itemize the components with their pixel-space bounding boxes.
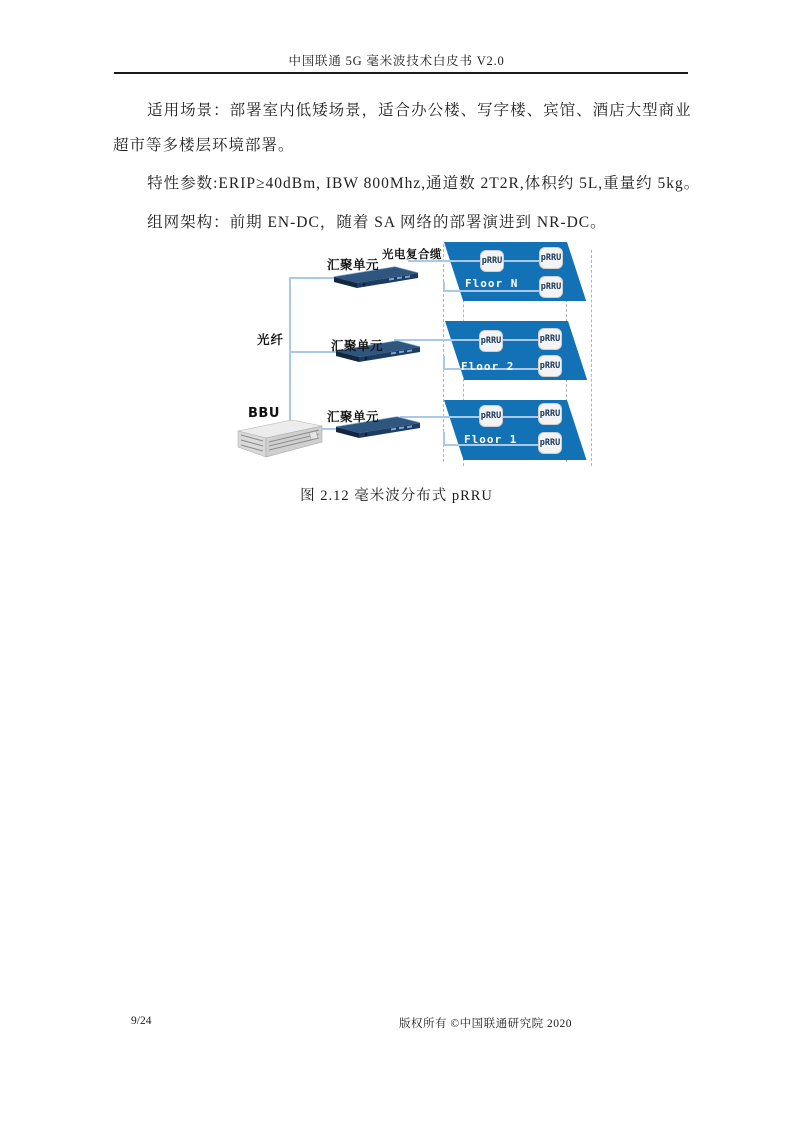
floor-slab-n <box>444 242 586 301</box>
prru-unit: pRRU <box>538 328 562 350</box>
aggregation-unit-label: 汇聚单元 <box>327 409 380 424</box>
prru-unit: pRRU <box>539 276 563 298</box>
cable-line-floor1-upper <box>400 416 553 418</box>
paragraph-network-architecture: 组网架构：前期 EN-DC，随着 SA 网络的部署演进到 NR-DC。 <box>147 214 607 231</box>
floor-label-2: Floor 2 <box>461 360 515 373</box>
prru-unit: pRRU <box>538 432 562 454</box>
prru-unit: pRRU <box>479 330 503 352</box>
prru-unit: pRRU <box>538 355 562 377</box>
paragraph-parameters: 特性参数:ERIP≥40dBm, IBW 800Mhz,通道数 2T2R,体积约 5L,重量约 5kg。 <box>147 175 701 192</box>
floor-label-n: Floor N <box>465 277 519 290</box>
copyright-text: 版权所有 ©中国联通研究院 2020 <box>399 1018 572 1030</box>
optical-fiber-label: 光纤 <box>257 332 285 347</box>
prru-unit: pRRU <box>539 247 563 269</box>
dashed-line <box>591 250 592 466</box>
page-title: 中国联通 5G 毫米波技术白皮书 V2.0 <box>288 54 505 68</box>
prru-unit: pRRU <box>479 405 503 427</box>
figure-caption: 图 2.12 毫米波分布式 pRRU <box>300 488 493 504</box>
bbu-label: BBU <box>248 406 280 421</box>
composite-cable-label: 光电复合缆 <box>382 247 442 261</box>
page-number: 9/24 <box>131 1015 152 1027</box>
floor-slab-1 <box>444 400 586 460</box>
bbu-server-icon <box>236 417 324 459</box>
aggregation-unit-label: 汇聚单元 <box>327 257 380 272</box>
paragraph-scenarios: 适用场景：部署室内低矮场景，适合办公楼、写字楼、宾馆、酒店大型商业超市等多楼层环境部署。 <box>113 102 692 154</box>
floor-label-1: Floor 1 <box>464 433 518 446</box>
fiber-trunk-line <box>289 277 291 429</box>
aggregation-unit-label: 汇聚单元 <box>331 338 384 353</box>
prru-unit: pRRU <box>538 403 562 425</box>
cable-line-floorN-lower <box>443 290 553 292</box>
prru-unit: pRRU <box>480 250 504 272</box>
dashed-line <box>443 244 444 462</box>
